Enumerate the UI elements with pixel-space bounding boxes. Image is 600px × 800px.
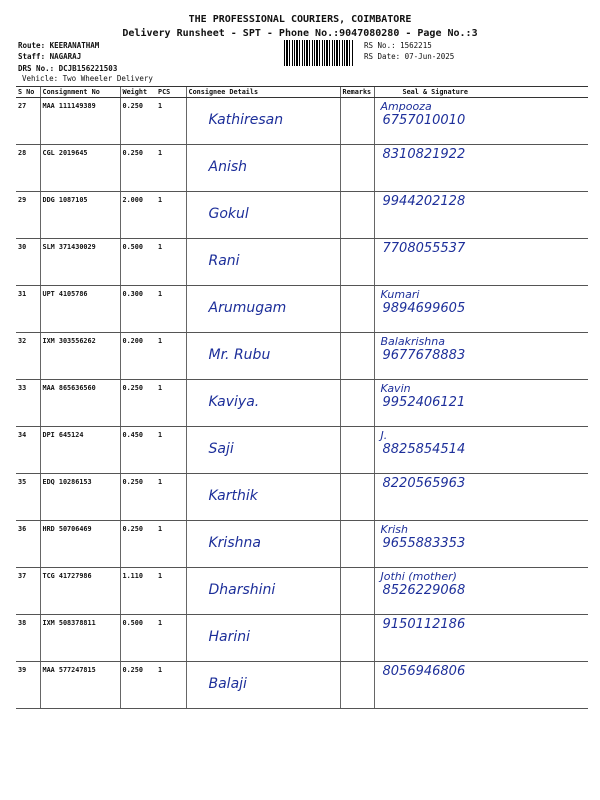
company-title: THE PROFESSIONAL COURIERS, COIMBATORE — [188, 14, 412, 25]
table-header-row — [16, 87, 588, 98]
col-header-consignee: Consignee Details — [186, 87, 340, 98]
phone-handwriting: 8310821922 — [382, 147, 466, 162]
cell-signature — [374, 474, 588, 521]
table-row — [16, 615, 588, 662]
phone-handwriting: 9894699605 — [382, 301, 466, 316]
drs-label: DRS No.: DCJB156221503 — [18, 64, 118, 73]
consignee-handwriting: Kathiresan — [208, 112, 284, 128]
consignee-handwriting: Mr. Rubu — [208, 347, 271, 363]
cell-remarks — [340, 662, 374, 709]
table-row — [16, 474, 588, 521]
cell-pcs: 1 — [156, 98, 186, 145]
cell-consignee — [186, 568, 340, 615]
consignee-handwriting: Gokul — [208, 206, 249, 222]
col-header-sno: S No — [16, 87, 40, 98]
phone-handwriting: 8526229068 — [382, 583, 466, 598]
cell-pcs: 1 — [156, 662, 186, 709]
cell-consignee — [186, 380, 340, 427]
signature-handwriting: Krish — [380, 523, 408, 536]
cell-weight: 0.200 — [120, 333, 156, 380]
cell-pcs: 1 — [156, 286, 186, 333]
cell-consignee — [186, 615, 340, 662]
signature-handwriting: Jothi (mother) — [380, 570, 457, 583]
cell-signature — [374, 239, 588, 286]
cell-pcs: 1 — [156, 333, 186, 380]
cell-remarks — [340, 286, 374, 333]
phone-handwriting: 9150112186 — [382, 617, 466, 632]
cell-remarks — [340, 615, 374, 662]
rs-no-label: RS No.: 1562215 — [364, 41, 432, 50]
table-row — [16, 192, 588, 239]
cell-sno: 38 — [16, 615, 40, 662]
cell-consignee — [186, 145, 340, 192]
table-row — [16, 568, 588, 615]
rs-date-label: RS Date: 07-Jun-2025 — [364, 52, 455, 61]
cell-consignment: TCG 41727986 — [40, 568, 120, 615]
cell-signature — [374, 380, 588, 427]
cell-remarks — [340, 98, 374, 145]
cell-remarks — [340, 474, 374, 521]
col-header-remarks: Remarks — [340, 87, 374, 98]
cell-signature — [374, 145, 588, 192]
cell-signature — [374, 662, 588, 709]
cell-signature — [374, 286, 588, 333]
cell-sno: 33 — [16, 380, 40, 427]
cell-weight: 2.000 — [120, 192, 156, 239]
consignee-handwriting: Rani — [208, 253, 240, 269]
cell-consignee — [186, 662, 340, 709]
phone-handwriting: 7708055537 — [382, 241, 466, 256]
consignee-handwriting: Karthik — [208, 488, 258, 504]
cell-sno: 28 — [16, 145, 40, 192]
cell-weight: 0.300 — [120, 286, 156, 333]
table-row — [16, 333, 588, 380]
consignee-handwriting: Dharshini — [208, 582, 276, 598]
cell-sno: 34 — [16, 427, 40, 474]
cell-consignment: DDG 1087105 — [40, 192, 120, 239]
cell-consignee — [186, 192, 340, 239]
phone-handwriting: 9655883353 — [382, 536, 466, 551]
cell-weight: 0.250 — [120, 145, 156, 192]
cell-weight: 0.250 — [120, 521, 156, 568]
cell-sno: 27 — [16, 98, 40, 145]
phone-handwriting: 9944202128 — [382, 194, 466, 209]
signature-handwriting: J. — [380, 429, 388, 442]
cell-consignee — [186, 239, 340, 286]
phone-handwriting: 8825854514 — [382, 442, 466, 457]
cell-consignment: IXM 508378811 — [40, 615, 120, 662]
staff-label: Staff: NAGARAJ — [18, 52, 82, 61]
cell-sno: 37 — [16, 568, 40, 615]
cell-consignment: MAA 111149389 — [40, 98, 120, 145]
cell-consignment: IXM 303556262 — [40, 333, 120, 380]
cell-weight: 0.500 — [120, 239, 156, 286]
cell-pcs: 1 — [156, 192, 186, 239]
cell-weight: 0.250 — [120, 474, 156, 521]
cell-pcs: 1 — [156, 474, 186, 521]
table-row — [16, 286, 588, 333]
cell-remarks — [340, 333, 374, 380]
cell-remarks — [340, 192, 374, 239]
cell-remarks — [340, 380, 374, 427]
cell-pcs: 1 — [156, 239, 186, 286]
phone-handwriting: 6757010010 — [382, 113, 466, 128]
table-row — [16, 145, 588, 192]
barcode — [284, 40, 354, 66]
cell-pcs: 1 — [156, 427, 186, 474]
consignee-handwriting: Saji — [208, 441, 234, 457]
cell-consignment: MAA 577247815 — [40, 662, 120, 709]
cell-weight: 0.250 — [120, 380, 156, 427]
cell-sno: 35 — [16, 474, 40, 521]
cell-sno: 31 — [16, 286, 40, 333]
cell-consignment: MAA 865636560 — [40, 380, 120, 427]
table-row — [16, 521, 588, 568]
col-header-consignment: Consignment No — [40, 87, 120, 98]
cell-consignment: EDQ 10286153 — [40, 474, 120, 521]
cell-pcs: 1 — [156, 145, 186, 192]
cell-consignee — [186, 521, 340, 568]
cell-signature — [374, 333, 588, 380]
signature-handwriting: Kavin — [380, 382, 411, 395]
table-row — [16, 380, 588, 427]
signature-handwriting: Ampooza — [380, 100, 432, 113]
col-header-pcs: PCS — [156, 87, 186, 98]
cell-sno: 39 — [16, 662, 40, 709]
cell-consignee — [186, 98, 340, 145]
cell-weight: 0.250 — [120, 98, 156, 145]
table-row — [16, 427, 588, 474]
cell-remarks — [340, 145, 374, 192]
cell-signature — [374, 568, 588, 615]
runsheet-subtitle: Delivery Runsheet - SPT - Phone No.:9047080280 - Page No.:3 — [122, 28, 478, 39]
cell-pcs: 1 — [156, 380, 186, 427]
cell-remarks — [340, 239, 374, 286]
route-label: Route: KEERANATHAM — [18, 41, 100, 50]
cell-consignee — [186, 474, 340, 521]
cell-consignment: UPT 4105786 — [40, 286, 120, 333]
table-row — [16, 98, 588, 145]
cell-consignment: SLM 371430029 — [40, 239, 120, 286]
cell-weight: 0.450 — [120, 427, 156, 474]
vehicle-label: Vehicle: Two Wheeler Delivery — [22, 74, 153, 83]
cell-consignment: DPI 645124 — [40, 427, 120, 474]
cell-consignee — [186, 286, 340, 333]
cell-sno: 32 — [16, 333, 40, 380]
table-row — [16, 662, 588, 709]
cell-weight: 0.500 — [120, 615, 156, 662]
cell-consignee — [186, 333, 340, 380]
consignee-handwriting: Kaviya. — [208, 394, 260, 410]
cell-pcs: 1 — [156, 568, 186, 615]
cell-remarks — [340, 568, 374, 615]
cell-consignment: CGL 2019645 — [40, 145, 120, 192]
cell-pcs: 1 — [156, 521, 186, 568]
table-row — [16, 239, 588, 286]
phone-handwriting: 9677678883 — [382, 348, 466, 363]
cell-signature — [374, 521, 588, 568]
phone-handwriting: 9952406121 — [382, 395, 466, 410]
cell-sno: 36 — [16, 521, 40, 568]
cell-sno: 30 — [16, 239, 40, 286]
signature-handwriting: Balakrishna — [380, 335, 445, 348]
signature-handwriting: Kumari — [380, 288, 420, 301]
phone-handwriting: 8220565963 — [382, 476, 466, 491]
cell-signature — [374, 427, 588, 474]
col-header-weight: Weight — [120, 87, 156, 98]
runsheet-table — [16, 86, 588, 709]
cell-consignment: HRD 50706469 — [40, 521, 120, 568]
consignee-handwriting: Balaji — [208, 676, 247, 692]
cell-consignee — [186, 427, 340, 474]
cell-signature — [374, 192, 588, 239]
cell-remarks — [340, 427, 374, 474]
consignee-handwriting: Harini — [208, 629, 251, 645]
consignee-handwriting: Arumugam — [208, 300, 287, 316]
cell-remarks — [340, 521, 374, 568]
cell-sno: 29 — [16, 192, 40, 239]
consignee-handwriting: Anish — [208, 159, 248, 175]
phone-handwriting: 8056946806 — [382, 664, 466, 679]
col-header-signature: Seal & Signature — [374, 87, 588, 98]
cell-signature — [374, 615, 588, 662]
consignee-handwriting: Krishna — [208, 535, 261, 551]
cell-pcs: 1 — [156, 615, 186, 662]
cell-signature — [374, 98, 588, 145]
cell-weight: 0.250 — [120, 662, 156, 709]
cell-weight: 1.110 — [120, 568, 156, 615]
